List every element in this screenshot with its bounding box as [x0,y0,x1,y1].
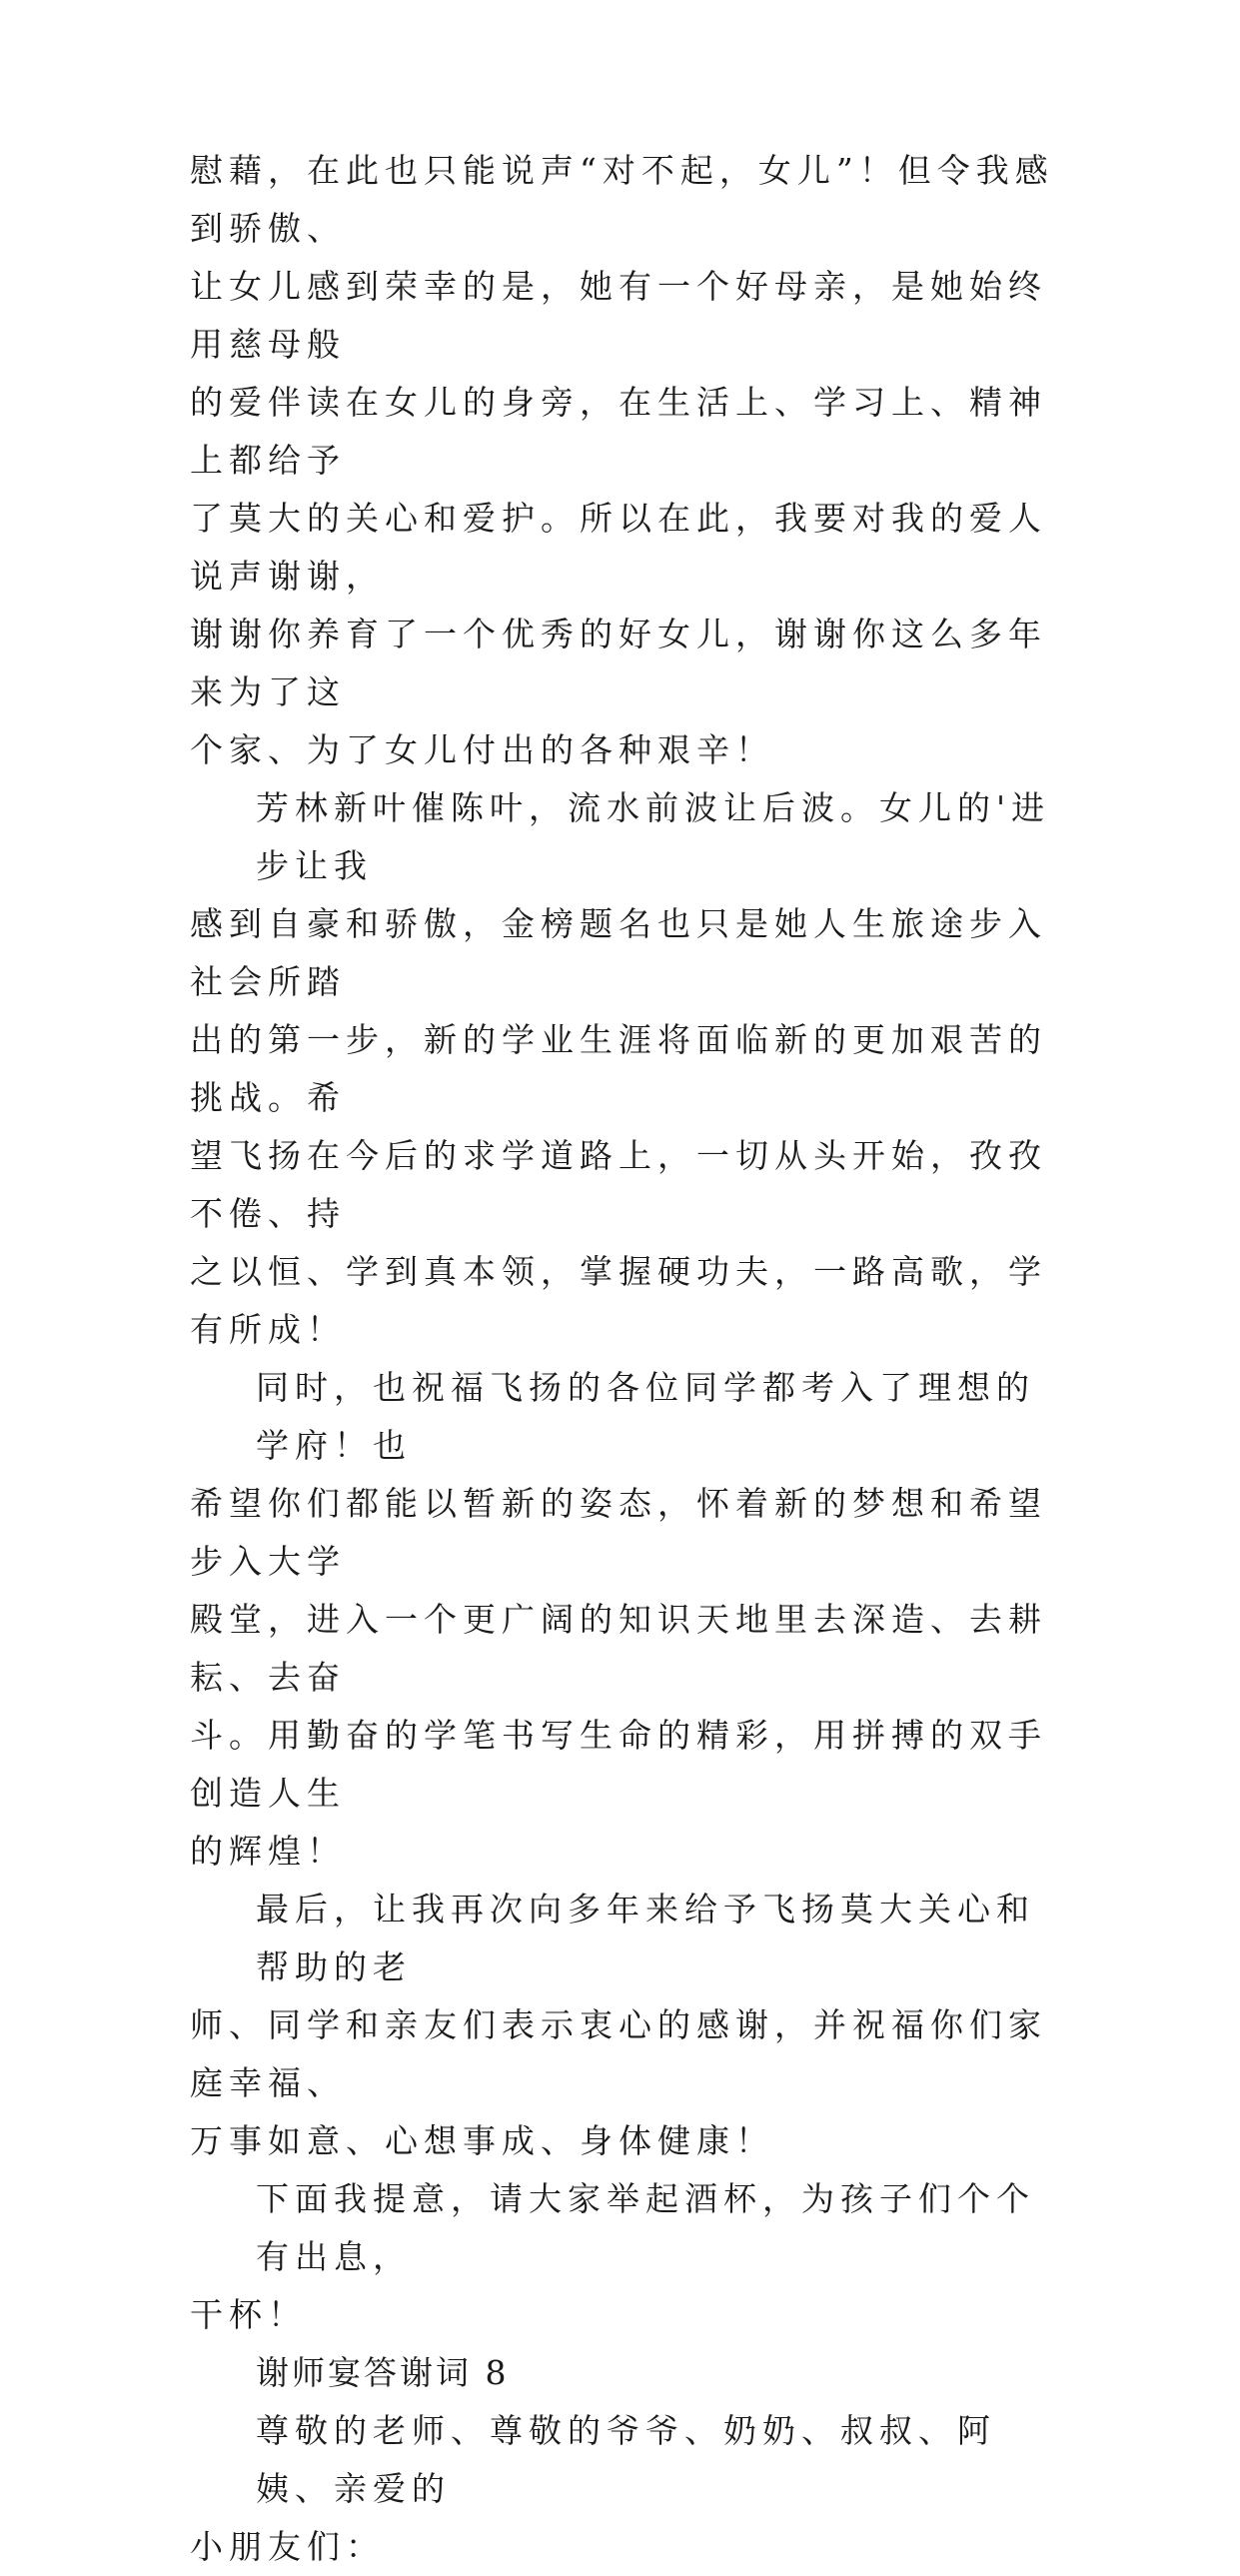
text-line: 的辉煌！ [190,1832,346,1871]
text-line: 下面我提意，请大家举起酒杯，为孩子们个个有出息， [256,2179,1035,2276]
document-body [190,142,1059,2576]
text-line: 谢谢你养育了一个优秀的好女儿，谢谢你这么多年来为了这 [190,615,1047,711]
text-line: 出的第一步，新的学业生涯将面临新的更加艰苦的挑战。希 [190,1020,1047,1117]
text-line: 之以恒、学到真本领，掌握硬功夫，一路高歌，学有所成！ [190,1252,1047,1349]
text-line: 小朋友们： [190,2527,385,2566]
text-line: 感到自豪和骄傲，金榜题名也只是她人生旅途步入社会所踏 [190,904,1047,1001]
text-line: 师、同学和亲友们表示衷心的感谢，并祝福你们家庭幸福、 [190,2005,1047,2102]
text-line: 了莫大的关心和爱护。所以在此，我要对我的爱人说声谢谢， [190,499,1047,596]
text-line: 让女儿感到荣幸的是，她有一个好母亲，是她始终用慈母般 [190,267,1047,364]
text-line: 斗。用勤奋的学笔书写生命的精彩，用拼搏的双手创造人生 [190,1716,1047,1813]
text-line: 殿堂，进入一个更广阔的知识天地里去深造、去耕耘、去奋 [190,1600,1047,1697]
text-line: 慰藉，在此也只能说声“对不起，女儿”！但令我感到骄傲、 [190,151,1054,248]
text-line: 干杯！ [190,2295,307,2334]
text-line: 最后，让我再次向多年来给予飞扬莫大关心和帮助的老 [256,1890,1035,1986]
text-line: 尊敬的老师、尊敬的爷爷、奶奶、叔叔、阿姨、亲爱的 [256,2411,996,2508]
section-heading: 谢师宴答谢词 8 [256,2353,510,2392]
text-line: 的爱伴读在女儿的身旁，在生活上、学习上、精神上都给予 [190,383,1047,480]
text-line: 芳林新叶催陈叶，流水前波让后波。女儿的'进步让我 [256,788,1051,885]
text-line: 望飞扬在今后的求学道路上，一切从头开始，孜孜不倦、持 [190,1136,1047,1233]
text-line: 个家、为了女儿付出的各种艰辛！ [190,730,774,769]
text-line: 同时，也祝福飞扬的各位同学都考入了理想的学府！也 [256,1368,1035,1465]
text-line: 希望你们都能以暂新的姿态，怀着新的梦想和希望步入大学 [190,1484,1047,1581]
text-line: 万事如意、心想事成、身体健康！ [190,2121,774,2160]
